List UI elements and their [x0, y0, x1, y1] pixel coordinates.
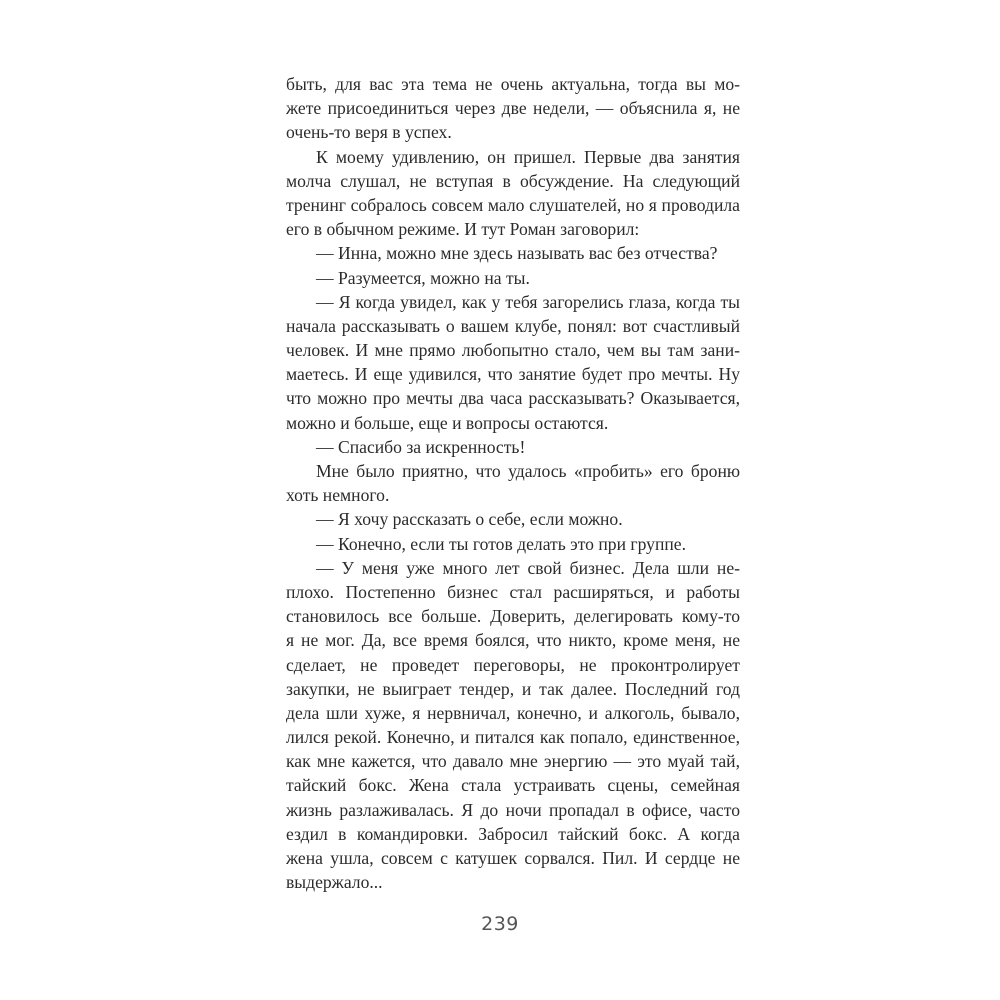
body-text	[286, 72, 740, 894]
text-line: жена ушла, совсем с катушек сорвался. Пил. И сердце не	[286, 848, 740, 868]
text-line: К моему удивлению, он пришел. Первые два занятия	[316, 146, 740, 167]
text-line: Мне было приятно, что удалось «пробить» его броню	[316, 461, 740, 481]
text-line: плохо. Постепенно бизнес стал расширяться, и работы	[286, 581, 740, 602]
text-line: закупки, не выиграет тендер, и так далее. Последний год	[286, 678, 740, 699]
text-line: начала рассказывать о вашем клубе, понял: вот счастливый	[286, 315, 740, 336]
text-line: — Разумеется, можно на ты.	[316, 267, 530, 288]
text-line: можно и больше, еще и вопросы остаются.	[286, 412, 609, 433]
text-line: хоть немного.	[286, 485, 390, 506]
text-line: как мне кажется, что давало мне энергию — это муай тай,	[286, 751, 740, 772]
text-line: — Спасибо за искренность!	[316, 436, 526, 457]
text-line: очень-то веря в успех.	[286, 122, 452, 143]
text-line: его в обычном режиме. И тут Роман заговорил:	[286, 219, 640, 240]
text-line: тренинг собралось совсем мало слушателей, но я проводила	[286, 194, 740, 215]
text-line: — Я хочу рассказать о себе, если можно.	[316, 509, 623, 530]
text-line: маетесь. И еще удивился, что занятие будет про мечты. Ну	[286, 364, 740, 385]
text-line: молча слушал, не вступая в обсуждение. На следующий	[286, 170, 740, 191]
text-line: — У меня уже много лет свой бизнес. Дела шли не-	[316, 557, 740, 578]
text-line: я не мог. Да, все время боялся, что никто, кроме меня, не	[286, 630, 740, 651]
text-line: сделает, не проведет переговоры, не проконтролирует	[286, 654, 740, 675]
text-line: дела шли хуже, я нервничал, конечно, и алкоголь, бывало,	[286, 702, 740, 723]
page-number: 239	[481, 913, 519, 935]
text-line: ездил в командировки. Забросил тайский бокс. А когда	[286, 823, 740, 844]
text-line: лился рекой. Конечно, и питался как попало, единственное,	[286, 727, 740, 748]
text-line: быть, для вас эта тема не очень актуальна, тогда вы мо-	[286, 74, 740, 94]
text-line: становилось все больше. Доверить, делегировать кому-то	[286, 606, 740, 627]
text-line: жизнь разлаживалась. Я до ночи пропадал в офисе, часто	[286, 799, 740, 820]
text-line: жете присоединиться через две недели, — объяснила я, не	[286, 98, 740, 119]
text-line: тайский бокс. Жена стала устраивать сцены, семейная	[286, 775, 740, 796]
text-line: выдержало...	[286, 872, 383, 893]
text-line: что можно про мечты два часа рассказывать? Оказывается,	[286, 388, 740, 409]
text-line: человек. И мне прямо любопытно стало, чем вы там зани-	[286, 340, 740, 361]
text-line: — Инна, можно мне здесь называть вас без отчества?	[316, 243, 718, 264]
text-line: — Конечно, если ты готов делать это при группе.	[316, 533, 687, 554]
text-line: — Я когда увидел, как у тебя загорелись глаза, когда ты	[316, 291, 740, 312]
